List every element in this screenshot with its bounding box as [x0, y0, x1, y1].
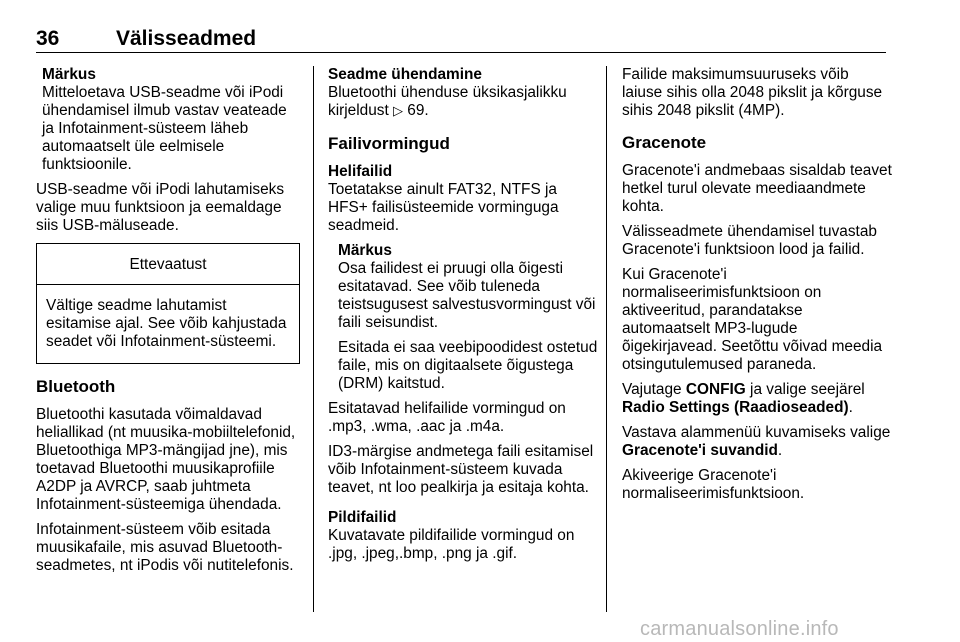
text: ja valige seejärel: [750, 381, 865, 398]
subheading-device-connection: Seadme ühendamine: [328, 66, 482, 83]
paragraph-gracenote-5: [622, 424, 892, 460]
text: .: [848, 399, 853, 416]
section-heading-gracenote: Gracenote: [622, 133, 707, 152]
paragraph-id3: ID3-märgise andmetega faili esitamisel võib Infotainment-süsteem kuvada teavet, nt loo pealkirja ja esitaja kohta.: [328, 443, 594, 496]
column-divider-1: [313, 66, 314, 612]
column-2: [328, 66, 598, 570]
column-3: [622, 66, 892, 510]
gracenote-options-label: Gracenote'i suvandid: [622, 442, 778, 459]
paragraph-gracenote-2: Välisseadmete ühendamisel tuvastab Gracenote'i funktsioon lood ja failid.: [622, 223, 877, 258]
page-reference-icon: ▷: [393, 104, 404, 119]
note-audio: [338, 242, 598, 393]
header-divider: [36, 52, 886, 53]
watermark: carmanualsonline.info: [640, 618, 839, 640]
paragraph-gracenote-6: Akiveerige Gracenote'i normaliseerimisfunktsioon.: [622, 467, 805, 502]
note-title: Märkus: [338, 242, 392, 259]
page-title: Välisseadmed: [116, 27, 257, 50]
note-text: Mitteloetava USB-seadme või iPodi ühendamisel ilmub vastav veateade ja Infotainment-süsteem läheb automaatselt üle eelmisele funktsioonile.: [42, 84, 287, 173]
config-button-label: CONFIG: [685, 381, 746, 398]
text: .: [777, 442, 783, 459]
note-title: Märkus: [42, 66, 96, 83]
page-number: 36: [36, 27, 60, 50]
page-reference[interactable]: 69.: [407, 102, 429, 119]
paragraph-max-size: Failide maksimumsuuruseks võib laiuse sihis olla 2048 pikslit ja kõrguse sihis 2048 pikslit (4MP).: [622, 66, 883, 119]
note-usb: [42, 66, 300, 174]
section-heading-file-formats: Failivormingud: [328, 134, 450, 153]
subheading-audio-files: Helifailid: [328, 163, 393, 180]
paragraph-audio-files: Toetatakse ainult FAT32, NTFS ja HFS+ failisüsteemide vorminguga seadmeid.: [328, 181, 559, 234]
paragraph-bluetooth-1: Bluetoothi kasutada võimaldavad heliallikad (nt muusika-mobiiltelefonid, Bluetoothiga MP3-mängijad jne), mis toetavad Bluetoothi muusikaprofiile A2DP ja AVRCP, saab juhtmeta Infotainment-süsteemiga ühendada.: [36, 406, 296, 513]
radio-settings-label: Radio Settings (Raadioseaded): [622, 399, 849, 416]
note-text-2: Esitada ei saa veebipoodidest ostetud faile, mis on digitaalsete õigustega (DRM) kaitstud.: [338, 339, 598, 392]
paragraph-device-connection: [328, 84, 598, 121]
caution-box: [36, 243, 300, 364]
paragraph-bluetooth-2: Infotainment-süsteem võib esitada muusikafaile, mis asuvad Bluetooth-seadmetes, nt iPodis või nutitelefonis.: [36, 521, 294, 574]
paragraph-gracenote-1: Gracenote'i andmebaas sisaldab teavet hetkel turul olevate meediaandmete kohta.: [622, 162, 892, 215]
section-heading-bluetooth: Bluetooth: [36, 377, 116, 396]
note-text-1: Osa failidest ei pruugi olla õigesti esitatavad. See võib tuleneda teistsugusest salvestusvormingust või faili seisundist.: [338, 260, 596, 331]
caution-title: Ettevaatust: [37, 244, 299, 285]
column-1: [36, 66, 300, 582]
paragraph-audio-formats: Esitatavad helifailide vormingud on .mp3, .wma, .aac ja .m4a.: [328, 400, 566, 435]
paragraph-image-files: Kuvatavate pildifailide vormingud on .jpg, .jpeg,.bmp, .png ja .gif.: [328, 527, 575, 562]
subheading-image-files: Pildifailid: [328, 509, 397, 526]
paragraph-usb-disconnect: USB-seadme või iPodi lahutamiseks valige muu funktsioon ja eemaldage siis USB-mäluseade.: [36, 181, 285, 234]
column-divider-2: [606, 66, 607, 612]
text: Vajutage: [622, 381, 682, 398]
page-header: [36, 27, 886, 51]
paragraph-gracenote-3: Kui Gracenote'i normaliseerimisfunktsioon on aktiveeritud, parandatakse automaatselt MP3-lugude õigekirjavead. Seetõttu võivad meedia otsingutulemused paraneda.: [622, 266, 883, 373]
caution-text: Vältige seadme lahutamist esitamise ajal. See võib kahjustada seadet või Infotainment-süsteemi.: [46, 297, 287, 350]
device-connection-text: Bluetoothi ühenduse üksikasjalikku kirjeldust: [328, 84, 567, 119]
paragraph-gracenote-4: [622, 381, 892, 417]
text: Vastava alammenüü kuvamiseks valige: [622, 424, 891, 441]
